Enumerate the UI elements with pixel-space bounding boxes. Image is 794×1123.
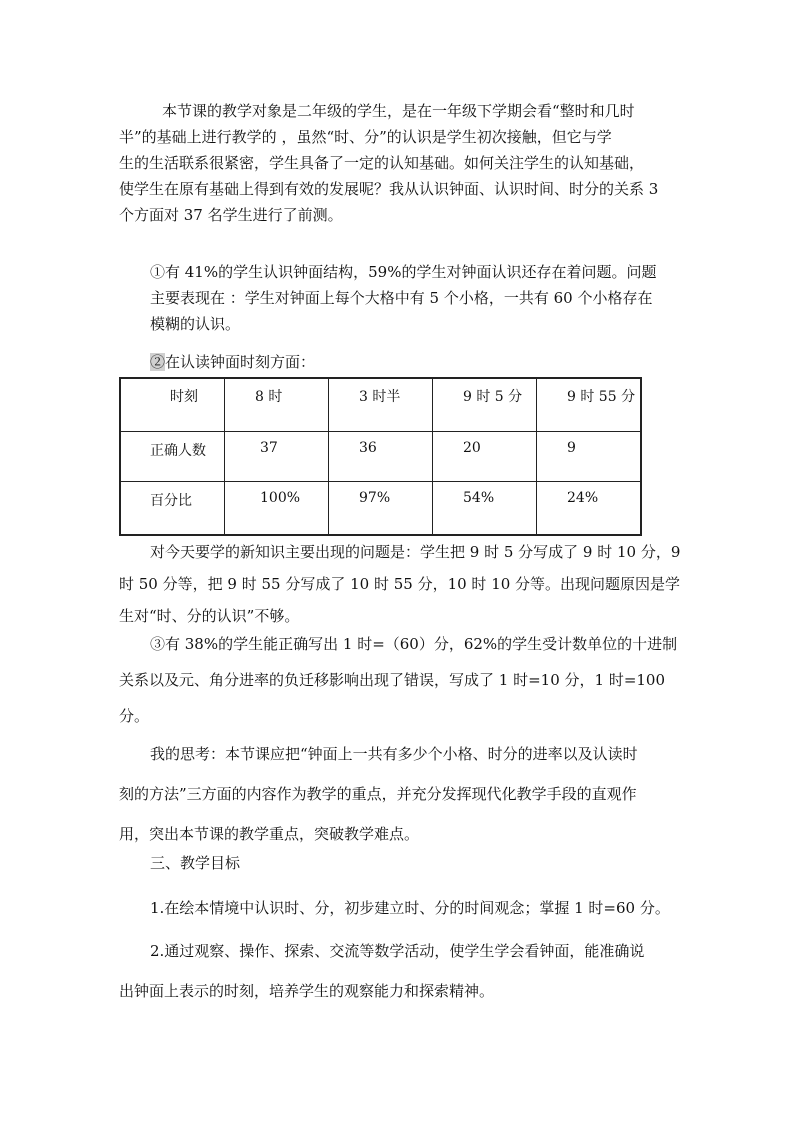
table-cell: 24%	[537, 482, 641, 535]
text-line: 主要表现在 ：学生对钟面上每个大格中有 5 个小格，一共有 60 个小格存在	[150, 289, 653, 307]
table-cell: 54%	[433, 482, 537, 535]
clock-reading-table	[119, 377, 641, 535]
table-cell: 正确人数	[120, 432, 225, 482]
text-line: 关系以及元、角分进率的负迁移影响出现了错误，写成了 1 时=10 分，1 时=100	[119, 671, 666, 689]
table-row	[120, 482, 641, 535]
text-line: 出钟面上表示的时刻，培养学生的观察能力和探索精神。	[119, 982, 495, 1000]
text-line: 用，突出本节课的教学重点，突破教学难点。	[119, 825, 420, 843]
table-row	[120, 432, 641, 482]
text-line: ③有 38%的学生能正确写出 1 时=（60）分，62%的学生受计数单位的十进制	[150, 635, 678, 653]
table-cell: 百分比	[120, 482, 225, 535]
text-line: 刻的方法”三方面的内容作为教学的重点，并充分发挥现代化教学手段的直观作	[119, 785, 637, 803]
point-2-text: 在认读钟面时刻方面：	[165, 353, 316, 371]
table-cell: 97%	[329, 482, 433, 535]
text-line: 分。	[119, 707, 150, 725]
text-line: 2.通过观察、操作、探索、交流等数学活动，使学生学会看钟面，能准确说	[150, 942, 645, 960]
text-line: 模糊的认识。	[150, 315, 241, 333]
highlighted-marker: ②	[150, 353, 166, 371]
table-header-cell: 8 时	[225, 378, 329, 432]
text-line: 对今天要学的新知识主要出现的问题是：学生把 9 时 5 分写成了 9 时 10 分，9	[150, 543, 681, 561]
table-header-cell: 9 时 5 分	[433, 378, 537, 432]
table-header-cell: 9 时 55 分	[537, 378, 641, 432]
text-line: 时 50 分等，把 9 时 55 分写成了 10 时 55 分，10 时 10 分等。出现问题原因是学	[119, 575, 681, 593]
table-header-cell: 时刻	[120, 378, 225, 432]
text-line: 半”的基础上进行教学的 ，虽然“时、分”的认识是学生初次接触，但它与学	[119, 128, 612, 146]
point-2	[150, 349, 710, 375]
text-line: 个方面对 37 名学生进行了前测。	[119, 206, 343, 224]
section-heading: 三、教学目标	[150, 854, 241, 872]
table-header-cell: 3 时半	[329, 378, 433, 432]
table-cell: 20	[433, 432, 537, 482]
goal-1: 1.在绘本情境中认识时、分，初步建立时、分的时间观念；掌握 1 时=60 分。	[150, 899, 670, 917]
paragraph-reflection	[119, 734, 679, 854]
table-cell: 9	[537, 432, 641, 482]
text-line: 生的生活联系很紧密，学生具备了一定的认知基础。如何关注学生的认知基础，	[119, 154, 645, 172]
table-cell: 37	[225, 432, 329, 482]
paragraph-issues	[119, 536, 679, 632]
text-line: 本节课的教学对象是二年级的学生，是在一年级下学期会看“整时和几时	[162, 102, 635, 120]
paragraph-intro	[119, 98, 679, 228]
table-cell: 100%	[225, 482, 329, 535]
text-line: 生对“时、分的认识”不够。	[119, 607, 300, 625]
point-3	[119, 626, 679, 734]
text-line: ①有 41%的学生认识钟面结构，59%的学生对钟面认识还存在着问题。问题	[150, 263, 657, 281]
table-row	[120, 378, 641, 432]
text-line: 我的思考：本节课应把“钟面上一共有多少个小格、时分的进率以及认读时	[150, 745, 638, 763]
table-cell: 36	[329, 432, 433, 482]
goal-2	[119, 931, 679, 1011]
text-line: 使学生在原有基础上得到有效的发展呢？我从认识钟面、认识时间、时分的关系 3	[119, 180, 659, 198]
point-1	[150, 259, 710, 337]
